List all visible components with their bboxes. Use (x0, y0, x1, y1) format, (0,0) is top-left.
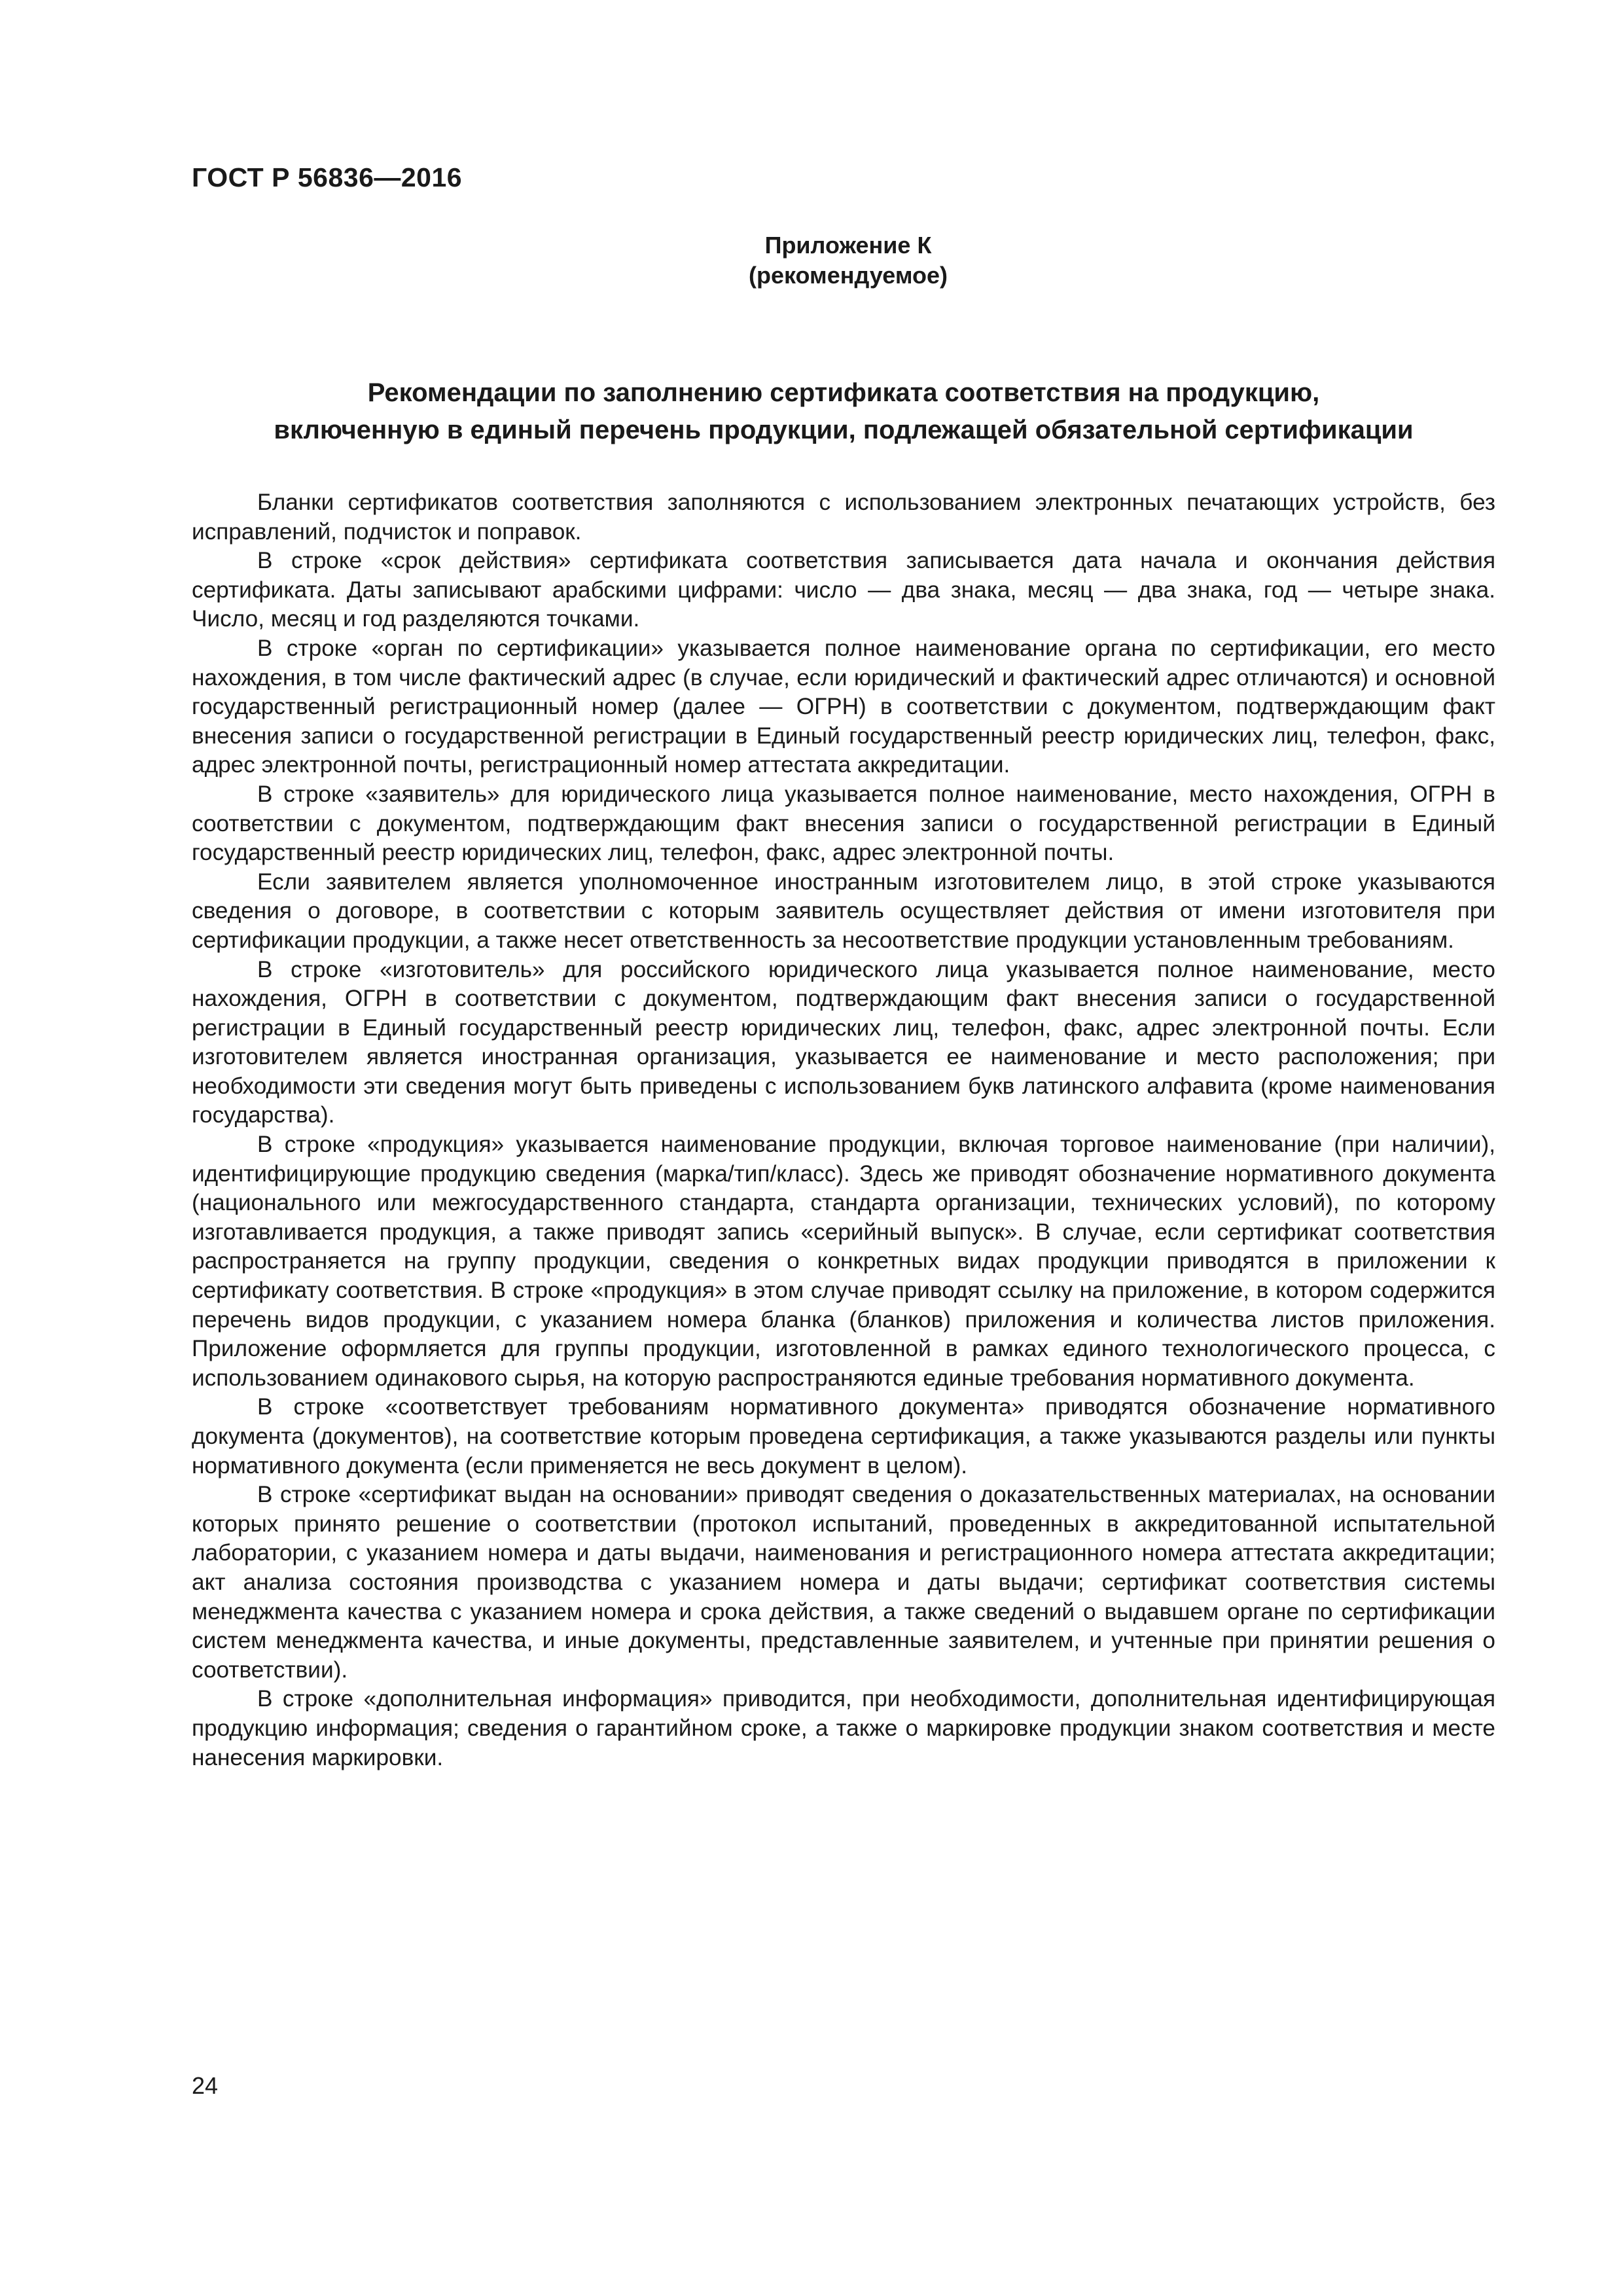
paragraph: В строке «сертификат выдан на основании» приводят сведения о доказательственных материалах, на основании которых принято решение о соответствии (протокол испытаний, проведенных в аккредитованной испытательной лаборатории, с указанием номера и даты выдачи, наименования и регистрационного номера аттестата аккредитации; акт анализа состояния производства с указанием номера и даты выдачи; сертификат соответствия системы менеджмента качества с указанием номера и срока действия, а также сведений о выдавшем органе по сертификации систем менеджмента качества, и иные документы, представленные заявителем, и учтенные при принятии решения о соответствии). (192, 1482, 1495, 1683)
appendix-heading (0, 230, 1623, 291)
paragraph: В строке «орган по сертификации» указывается полное наименование органа по сертификации, его место нахождения, в том числе фактический адрес (в случае, если юридический и фактический адрес отличаются) и основной государственный регистрационный номер (далее — ОГРН) в соответствии с документом, подтверждающим факт внесения записи о государственной регистрации в Единый государственный реестр юридических лиц, телефон, факс, адрес электронной почты, регистрационный номер аттестата аккредитации. (192, 635, 1495, 778)
paragraph: В строке «продукция» указывается наименование продукции, включая торговое наименование (при наличии), идентифицирующие продукцию сведения (марка/тип/класс). Здесь же приводят обозначение нормативного документа (национального или межгосударственного стандарта, стандарта организации, технических условий), по которому изготавливается продукция, а также приводят запись «серийный выпуск». В случае, если сертификат соответствия распространяется на группу продукции, сведения о конкретных видах продукции приводятся в приложении к сертификату соответствия. В строке «продукция» в этом случае приводят ссылку на приложение, в котором содержится перечень видов продукции, с указанием номера бланка (бланков) приложения и количества листов приложения. Приложение оформляется для группы продукции, изготовленной в рамках единого технологического процесса, с использованием одинакового сырья, на которую распространяются единые требования нормативного документа. (192, 1132, 1495, 1391)
paragraph: В строке «дополнительная информация» приводится, при необходимости, дополнительная идентифицирующая продукцию информация; сведения о гарантийном сроке, а также о маркировке продукции знаком соответствия и месте нанесения маркировки. (192, 1686, 1495, 1770)
section-title-line-2: включенную в единый перечень продукции, подлежащей обязательной сертификации (274, 416, 1414, 444)
document-code: ГОСТ Р 56836—2016 (192, 162, 463, 192)
body-text (192, 488, 1495, 1772)
paragraph: В строке «изготовитель» для российского юридического лица указывается полное наименование, место нахождения, ОГРН в соответствии с документом, подтверждающим факт внесения записи о государственной регистрации в Единый государственный реестр юридических лиц, телефон, факс, адрес электронной почты. Если изготовителем является иностранная организация, указывается ее наименование и место расположения; при необходимости эти сведения могут быть приведены с использованием букв латинского алфавита (кроме наименования государства). (192, 956, 1495, 1128)
paragraph: В строке «срок действия» сертификата соответствия записывается дата начала и окончания действия сертификата. Даты записывают арабскими цифрами: число — два знака, месяц — два знака, год — четыре знака. Число, месяц и год разделяются точками. (192, 548, 1495, 632)
appendix-label: Приложение К (764, 232, 932, 259)
paragraph: В строке «заявитель» для юридического лица указывается полное наименование, место нахождения, ОГРН в соответствии с документом, подтверждающим факт внесения записи о государственной регистрации в Единый государственный реестр юридических лиц, телефон, факс, адрес электронной почты. (192, 781, 1495, 866)
appendix-status: (рекомендуемое) (749, 262, 948, 289)
page-number: 24 (192, 2072, 219, 2099)
paragraph: Если заявителем является уполномоченное иностранным изготовителем лицо, в этой строке указываются сведения о договоре, в соответствии с которым заявитель осуществляет действия от имени изготовителя при сертификации продукции, а также несет ответственность за несоответствие продукции установленным требованиям. (192, 869, 1495, 953)
section-title (192, 374, 1495, 449)
section-title-line-1: Рекомендации по заполнению сертификата соответствия на продукцию, (367, 378, 1320, 407)
paragraph: Бланки сертификатов соответствия заполняются с использованием электронных печатающих устройств, без исправлений, подчисток и поправок. (192, 490, 1495, 545)
paragraph: В строке «соответствует требованиям нормативного документа» приводятся обозначение нормативного документа (документов), на соответствие которым проведена сертификация, а также указываются разделы или пункты нормативного документа (если применяется не весь документ в целом). (192, 1394, 1495, 1479)
